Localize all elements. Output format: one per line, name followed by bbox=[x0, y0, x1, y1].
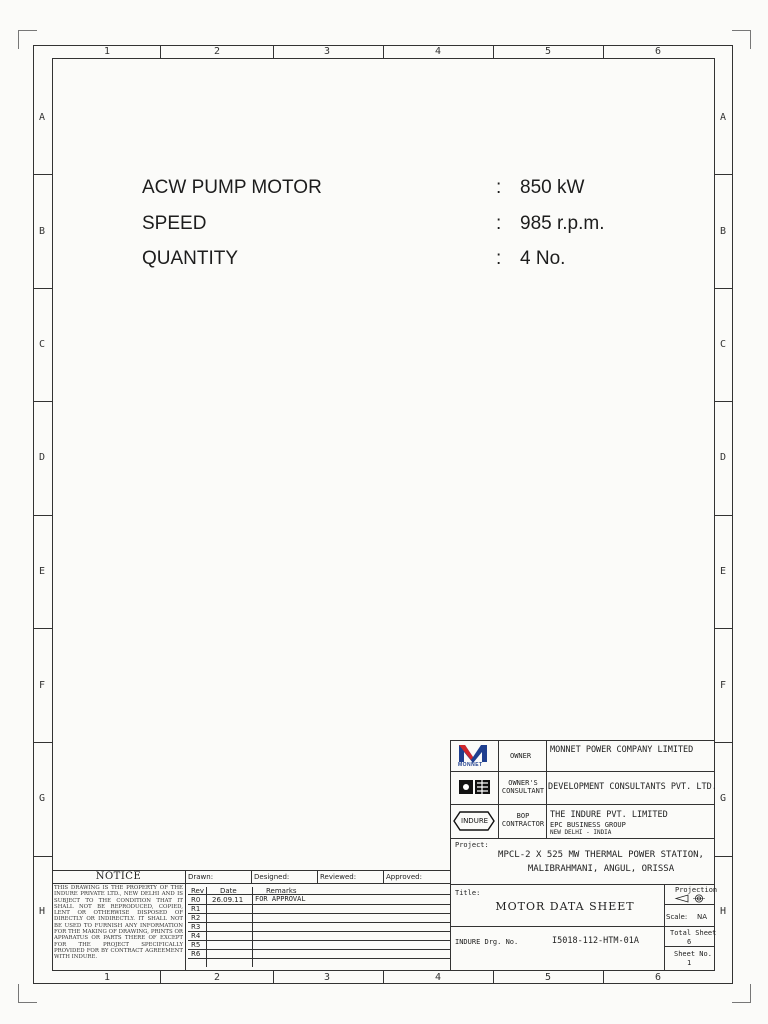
zone-row-left-e: E bbox=[39, 566, 46, 577]
zone-row-right-g: G bbox=[720, 793, 727, 804]
bop-city: NEW DELHI - INDIA bbox=[550, 829, 612, 836]
zone-row-left-d: D bbox=[39, 452, 46, 463]
notice-body: THIS DRAWING IS THE PROPERTY OF THE INDURE PRIVATE LTD., NEW DELHI AND IS SUBJECT TO THE CONDITION THAT IT SHALL NOT BE REPRODUCED, COPIED, LENT OR OTHERWISE DISPOSED OF DIRECTLY OR INDIRECTLY. IT SHALL NOT BE USED TO FURNISH ANY INFORMATION FOR THE MAKING OF DRAWING, PRINTS OR APPARATUS OR PARTS THERE OF EXCEPT FOR THE PROJECT SPECIFICALLY PROVIDED FOR BY CONTRACT AGREEMENT WITH INDURE. bbox=[54, 885, 183, 961]
zone-row-left-b: B bbox=[39, 226, 46, 237]
crop-mark-br bbox=[732, 984, 751, 1003]
monnet-logo-text: MONNET bbox=[458, 762, 483, 768]
rev-r1: R1 bbox=[191, 905, 201, 913]
sheet-no-label: Sheet No. bbox=[674, 950, 712, 958]
title-label: Title: bbox=[455, 889, 481, 897]
scale-value: NA bbox=[697, 913, 708, 921]
rev-r6: R6 bbox=[191, 950, 201, 958]
remarks-r0: FOR APPROVAL bbox=[255, 895, 306, 903]
remarks-header: Remarks bbox=[266, 887, 297, 895]
zone-row-left-c: C bbox=[39, 339, 46, 350]
spec-value-speed: 985 r.p.m. bbox=[520, 213, 605, 234]
rev-r3: R3 bbox=[191, 923, 201, 931]
rev-r2: R2 bbox=[191, 914, 201, 922]
consultant-label: OWNER'S CONSULTANT bbox=[501, 779, 545, 795]
zone-col-bottom-1: 1 bbox=[104, 972, 111, 983]
spec-colon-quantity: : bbox=[496, 248, 502, 269]
owner-label: OWNER bbox=[510, 752, 532, 760]
date-header: Date bbox=[220, 887, 237, 895]
consultant-logo-icon bbox=[458, 777, 492, 797]
spec-label-quantity: QUANTITY bbox=[142, 248, 239, 269]
scale-label: Scale: bbox=[666, 913, 688, 921]
zone-row-right-d: D bbox=[720, 452, 727, 463]
owner-name: MONNET POWER COMPANY LIMITED bbox=[550, 745, 694, 755]
project-line-1: MPCL-2 X 525 MW THERMAL POWER STATION, bbox=[498, 850, 704, 860]
zone-col-bottom-2: 2 bbox=[214, 972, 221, 983]
zone-row-right-e: E bbox=[720, 566, 727, 577]
sheet-no-value: 1 bbox=[687, 959, 692, 967]
zone-row-right-h: H bbox=[720, 906, 727, 917]
total-sheet-value: 6 bbox=[687, 938, 692, 946]
bop-name: THE INDURE PVT. LIMITED bbox=[550, 810, 668, 820]
zone-row-left-a: A bbox=[39, 112, 46, 123]
spec-value-quantity: 4 No. bbox=[520, 248, 566, 269]
notice-heading: NOTICE bbox=[95, 871, 142, 882]
date-r0: 26.09.11 bbox=[212, 896, 244, 904]
zone-col-bottom-3: 3 bbox=[324, 972, 331, 983]
zone-row-left-g: G bbox=[39, 793, 46, 804]
project-label: Project: bbox=[455, 841, 489, 849]
zone-row-right-b: B bbox=[720, 226, 727, 237]
spec-value-motor: 850 kW bbox=[520, 177, 585, 198]
indure-logo-text: INDURE bbox=[461, 817, 489, 825]
zone-row-right-a: A bbox=[720, 112, 727, 123]
projection-label: Projection bbox=[675, 886, 718, 894]
reviewed-label: Reviewed: bbox=[320, 873, 357, 881]
zone-col-top-3: 3 bbox=[324, 46, 331, 57]
zone-col-top-6: 6 bbox=[655, 46, 662, 57]
consultant-name: DEVELOPMENT CONSULTANTS PVT. LTD. bbox=[548, 782, 717, 792]
rev-r4: R4 bbox=[191, 932, 201, 940]
zone-row-left-f: F bbox=[39, 680, 46, 691]
spec-colon-speed: : bbox=[496, 213, 502, 234]
zone-col-top-5: 5 bbox=[545, 46, 552, 57]
projection-symbol-icon bbox=[674, 894, 710, 903]
zone-row-right-f: F bbox=[720, 680, 727, 691]
rev-r5: R5 bbox=[191, 941, 201, 949]
rev-r0: R0 bbox=[191, 896, 201, 904]
zone-col-top-4: 4 bbox=[435, 46, 442, 57]
drawn-label: Drawn: bbox=[188, 873, 214, 881]
zone-row-left-h: H bbox=[39, 906, 46, 917]
spec-label-speed: SPEED bbox=[142, 213, 207, 234]
project-line-2: MALIBRAHMANI, ANGUL, ORISSA bbox=[527, 864, 675, 874]
drawing-number-label: INDURE Drg. No. bbox=[455, 938, 519, 946]
zone-col-bottom-6: 6 bbox=[655, 972, 662, 983]
zone-col-top-2: 2 bbox=[214, 46, 221, 57]
zone-col-bottom-5: 5 bbox=[545, 972, 552, 983]
zone-col-bottom-4: 4 bbox=[435, 972, 442, 983]
zone-row-right-c: C bbox=[720, 339, 727, 350]
crop-mark-tr bbox=[732, 30, 751, 49]
bop-group: EPC BUSINESS GROUP bbox=[550, 821, 626, 829]
drawing-title: MOTOR DATA SHEET bbox=[495, 900, 635, 913]
rev-header: Rev bbox=[191, 887, 204, 895]
drawing-number: I5018-112-HTM-01A bbox=[552, 936, 639, 946]
crop-mark-bl bbox=[18, 984, 37, 1003]
bop-label: BOP CONTRACTOR bbox=[501, 812, 545, 828]
designed-label: Designed: bbox=[254, 873, 290, 881]
spec-label-motor: ACW PUMP MOTOR bbox=[142, 177, 322, 198]
approved-label: Approved: bbox=[386, 873, 422, 881]
total-sheet-label: Total Sheet bbox=[670, 929, 717, 937]
spec-colon-motor: : bbox=[496, 177, 502, 198]
zone-col-top-1: 1 bbox=[104, 46, 111, 57]
